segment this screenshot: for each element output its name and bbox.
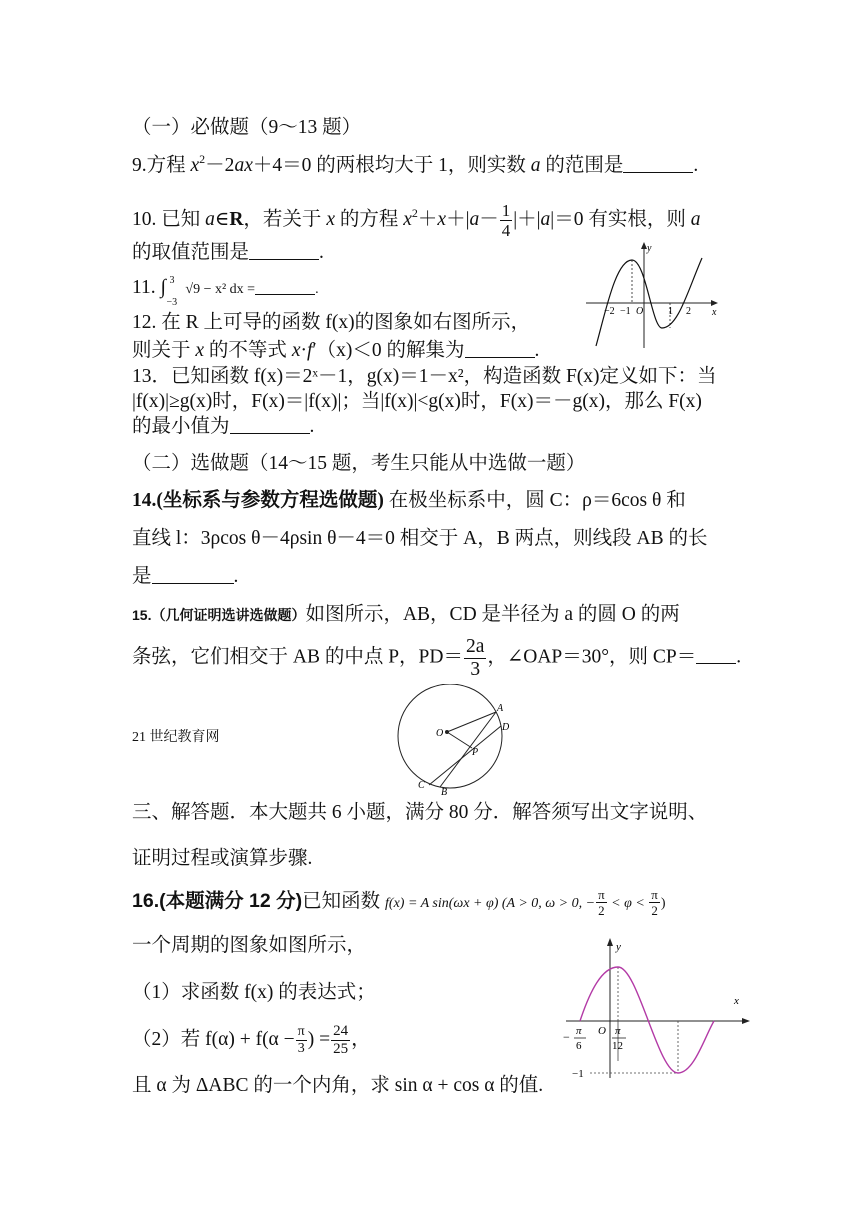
svg-text:2: 2: [686, 306, 691, 317]
question-11: 11. ∫ 3 −3 √9 − x² dx = .: [132, 275, 319, 308]
question-15-line2: 条弦，它们相交于 AB 的中点 P，PD＝ $\frac{2a}{3}$ ，∠OAP＝30°，则 CP＝ .: [132, 636, 742, 680]
part3-heading-line2: 证明过程或演算步骤.: [132, 848, 313, 869]
svg-text:C: C: [418, 780, 425, 791]
section-optional-heading: （二）选做题（14～15 题，考生只能从中选做一题）: [132, 453, 586, 474]
answer-blank[interactable]: [255, 284, 315, 295]
svg-text:P: P: [472, 747, 479, 758]
svg-text:D: D: [502, 722, 510, 733]
svg-text:A: A: [497, 703, 504, 714]
question-9: 9.方程 $x^2-2ax+4=0$ 的两根均大于 1，则实数 a 的范围是 .: [132, 152, 699, 176]
svg-text:−1: −1: [572, 1068, 584, 1080]
part3-heading: 三、解答题．本大题共 6 小题，满分 80 分．解答须写出文字说明、: [132, 802, 708, 823]
question-14-line3: 是 .: [132, 566, 239, 587]
question-10-line2: 的取值范围是 .: [132, 242, 324, 263]
answer-blank[interactable]: [230, 417, 310, 434]
answer-blank[interactable]: [465, 341, 535, 358]
question-10: 10. 已知 a∈R，若关于 x 的方程 $x^2+x+|a-$ $\frac{1}{4}$ |＋|a|＝0 有实根，则 a: [132, 201, 701, 240]
question-13: 13．已知函数 f(x)＝2ˣ－1，g(x)＝1－x²，构造函数 F(x)定义如下：当: [132, 366, 717, 387]
question-16-part1: （1）求函数 f(x) 的表达式；: [132, 982, 376, 1003]
svg-text:−2: −2: [604, 306, 615, 317]
answer-blank[interactable]: [623, 156, 693, 173]
svg-text:O: O: [636, 306, 644, 317]
answer-blank[interactable]: [249, 243, 319, 260]
question-13-line3: 的最小值为 .: [132, 416, 315, 437]
svg-text:12: 12: [612, 1040, 623, 1052]
question-16-part2: （2）若 f(α) + f(α − $\frac{\pi}{3}$ ) = $\frac{24}{25}$ ，: [132, 1023, 371, 1057]
answer-blank[interactable]: [152, 567, 234, 584]
svg-text:y: y: [616, 941, 621, 953]
section-required-heading: （一）必做题（9～13 题）: [132, 117, 362, 138]
question-16-part2-line2: 且 α 为 ΔABC 的一个内角，求 sin α + cos α 的值.: [132, 1075, 544, 1096]
question-15: 15.（几何证明选讲选做题）如图所示，AB，CD 是半径为 a 的圆 O 的两: [132, 604, 680, 625]
svg-text:x: x: [734, 995, 739, 1007]
svg-text:y: y: [647, 243, 652, 254]
svg-text:O: O: [598, 1025, 606, 1037]
svg-text:−1: −1: [620, 306, 631, 317]
watermark-text: 21 世纪教育网: [132, 730, 220, 745]
question-16-line2: 一个周期的图象如图所示，: [132, 935, 367, 956]
question-12: 12. 在 R 上可导的函数 f(x)的图象如右图所示，: [132, 312, 531, 333]
svg-text:B: B: [441, 787, 448, 798]
svg-text:1: 1: [668, 306, 673, 317]
q12-function-graph: [582, 240, 722, 352]
question-12-line2: 则关于 x 的不等式 x·f′（x)＜0 的解集为 .: [132, 340, 540, 361]
question-16: 16.(本题满分 12 分)已知函数 f(x) = A sin(ωx + φ) (A > 0, ω > 0, − $\frac{\pi}{2}$ < φ < $\frac{\pi}{2}$ ): [132, 887, 666, 919]
svg-text:6: 6: [576, 1040, 582, 1052]
q15-circle-figure: [390, 684, 520, 798]
question-13-line2: |f(x)|≥g(x)时，F(x)＝|f(x)|；当|f(x)|<g(x)时，F(x)＝－g(x)，那么 F(x): [132, 391, 702, 412]
question-14-line2: 直线 l：3ρcos θ－4ρsin θ－4＝0 相交于 A，B 两点，则线段 AB 的长: [132, 528, 708, 549]
q16-sine-graph: [560, 936, 760, 1082]
svg-text:x: x: [712, 307, 717, 318]
svg-text:π: π: [576, 1025, 582, 1037]
svg-text:O: O: [436, 728, 444, 739]
question-14: 14.(坐标系与参数方程选做题) 在极坐标系中，圆 C：ρ＝6cos θ 和: [132, 490, 686, 511]
answer-blank[interactable]: [696, 647, 736, 664]
svg-text:−: −: [563, 1030, 570, 1044]
svg-text:π: π: [615, 1025, 621, 1037]
